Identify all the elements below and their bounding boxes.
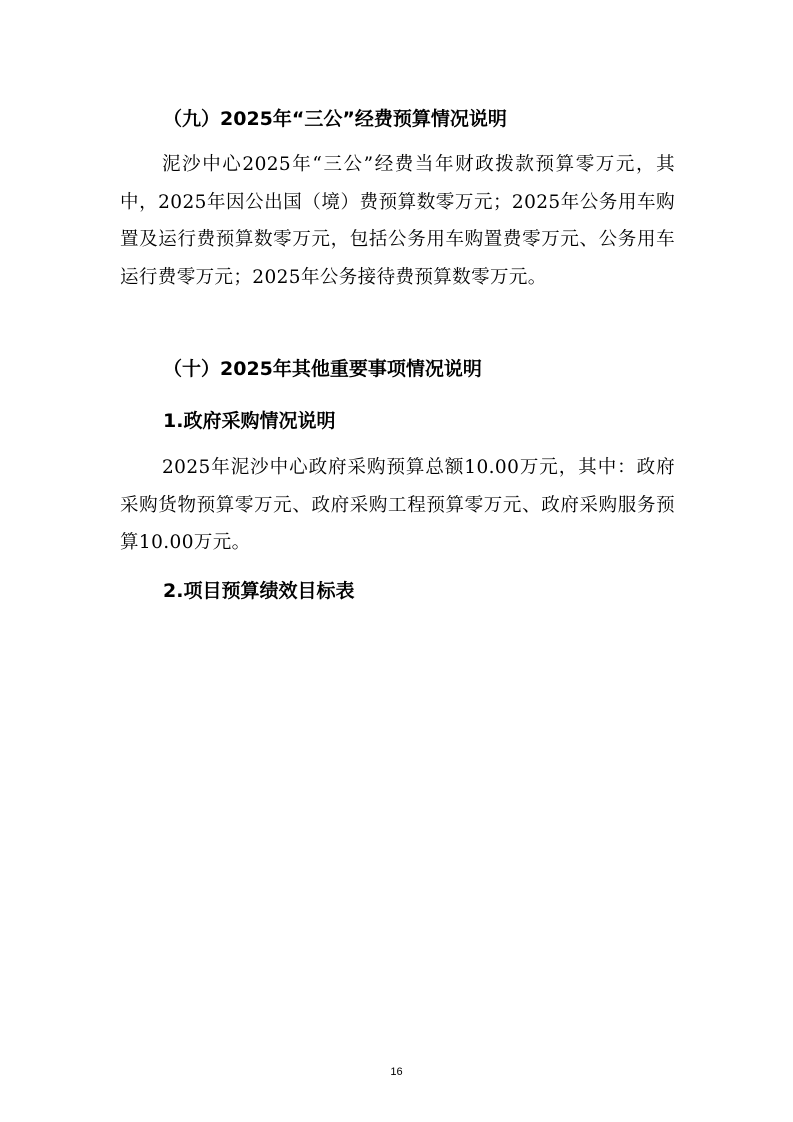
subsection-2-heading: 2.项目预算绩效目标表 [163, 580, 355, 602]
section-9-paragraph: 泥沙中心2025年“三公”经费当年财政拨款预算零万元，其中，2025年因公出国（境）费预算数零万元；2025年公务用车购置及运行费预算数零万元，包括公务用车购置费零万元、公务用车运行费零万元；2025年公务接待费预算数零万元。 [120, 154, 675, 288]
subsection-1-paragraph: 2025年泥沙中心政府采购预算总额10.00万元，其中：政府采购货物预算零万元、政府采购工程预算零万元、政府采购服务预算10.00万元。 [120, 457, 675, 554]
subsection-1-heading: 1.政府采购情况说明 [163, 410, 336, 432]
section-9-heading: （九）2025年“三公”经费预算情况说明 [163, 108, 507, 130]
page-number: 16 [390, 1066, 403, 1078]
section-10-heading: （十）2025年其他重要事项情况说明 [163, 358, 482, 380]
